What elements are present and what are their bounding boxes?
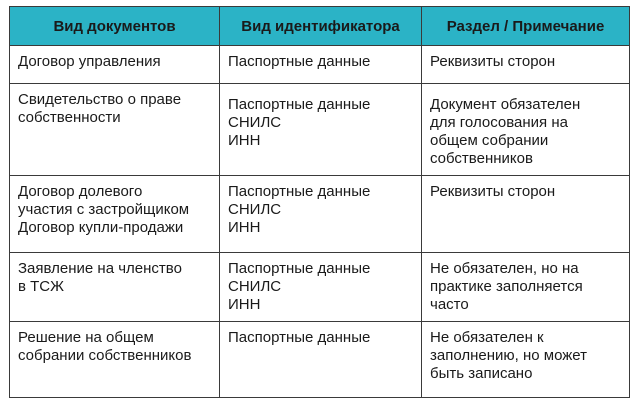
cell-note: [422, 253, 630, 322]
cell-line: в ТСЖ: [18, 278, 64, 295]
cell-line: СНИЛС: [228, 201, 282, 218]
cell-line: Договор управления: [18, 53, 161, 70]
cell-identifier: [220, 84, 422, 176]
cell-note: [422, 46, 630, 84]
cell-line: собрании собственников: [18, 347, 192, 364]
documents-table: [9, 6, 630, 398]
cell-line: Паспортные данные: [228, 260, 371, 277]
cell-line: Не обязателен, но на: [430, 260, 579, 277]
cell-line: ИНН: [228, 296, 261, 313]
table-row: [10, 46, 630, 84]
cell-line: заполнению, но может: [430, 347, 588, 364]
cell-note: [422, 322, 630, 398]
cell-line: участия с застройщиком: [18, 201, 190, 218]
cell-line: общем собрании: [430, 132, 549, 149]
cell-line: быть записано: [430, 365, 533, 382]
cell-line: Свидетельство о праве: [18, 91, 182, 108]
cell-line: СНИЛС: [228, 114, 282, 131]
cell-document: [10, 84, 220, 176]
cell-document: [10, 253, 220, 322]
cell-identifier: [220, 322, 422, 398]
cell-line: Паспортные данные: [228, 183, 371, 200]
table-row: [10, 253, 630, 322]
cell-line: Договор купли-продажи: [18, 219, 184, 236]
header-identifier-type: Вид идентификатора: [220, 7, 422, 46]
header-section-note: Раздел / Примечание: [422, 7, 630, 46]
cell-note: [422, 176, 630, 253]
cell-document: [10, 46, 220, 84]
cell-line: Документ обязателен: [430, 96, 581, 113]
cell-line: собственности: [18, 109, 121, 126]
cell-line: Реквизиты сторон: [430, 53, 556, 70]
cell-identifier: [220, 176, 422, 253]
cell-line: практике заполняется: [430, 278, 583, 295]
cell-line: Паспортные данные: [228, 53, 371, 70]
cell-line: собственников: [430, 150, 533, 167]
table-row: [10, 322, 630, 398]
cell-line: Решение на общем: [18, 329, 154, 346]
table-row: [10, 176, 630, 253]
cell-line: Не обязателен к: [430, 329, 544, 346]
cell-identifier: [220, 46, 422, 84]
cell-line: СНИЛС: [228, 278, 282, 295]
cell-note: [422, 84, 630, 176]
cell-line: ИНН: [228, 219, 261, 236]
cell-line: Паспортные данные: [228, 329, 371, 346]
cell-line: для голосования на: [430, 114, 568, 131]
document-table-container: [9, 6, 629, 398]
cell-line: часто: [430, 296, 469, 313]
cell-line: Паспортные данные: [228, 96, 371, 113]
table-header-row: [10, 7, 630, 46]
cell-document: [10, 322, 220, 398]
cell-line: Заявление на членство: [18, 260, 182, 277]
cell-line: Реквизиты сторон: [430, 183, 556, 200]
header-document-type: Вид документов: [10, 7, 220, 46]
cell-document: [10, 176, 220, 253]
cell-line: Договор долевого: [18, 183, 143, 200]
cell-line: ИНН: [228, 132, 261, 149]
table-row: [10, 84, 630, 176]
cell-identifier: [220, 253, 422, 322]
